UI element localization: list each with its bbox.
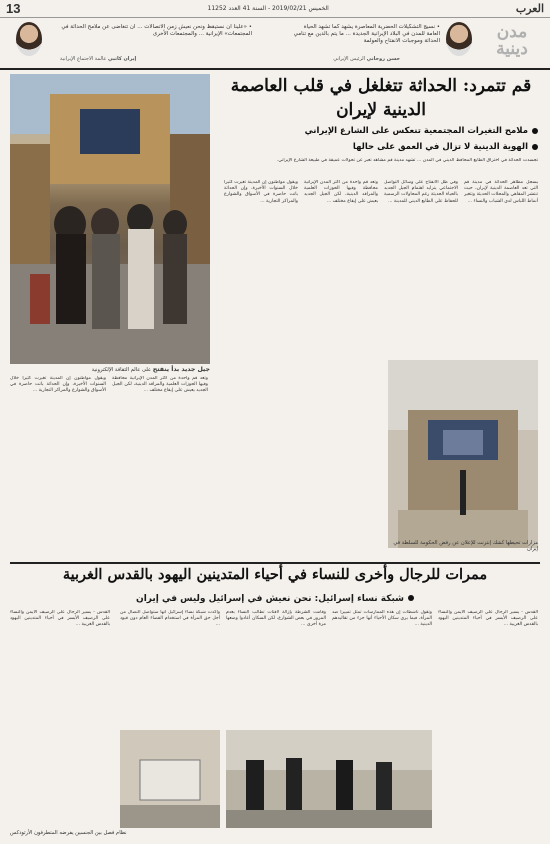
- article2-sub: شبكة نساء إسرائيل: نحن نعيش في إسرائيل وليس في إيران: [10, 594, 540, 604]
- quote-block-right: • نسيج التشكيلات الحضرية المعاصرة يشهد كما تشهد الحياة العامة للمدن في البلاد الإيرانية الجديدة ... ما يتم بالدين مع تنامي الحداثة وموجبات الانفتاح والعولمة: [293, 24, 440, 44]
- article1-left-column-b: وتعد قم واحدة من أكثر المدن الإيرانية محافظة وفيها الحوزات العلمية والمراقد الدينية، لكن الجيل الجديد يعيش على إيقاع مختلف ...: [112, 376, 208, 394]
- photo-jerusalem-street: [226, 730, 432, 828]
- article2-column-2: وتقول ناشطات إن هذه الممارسات تمثل تمييزا ضد المرأة، فيما يرى سكان الأحياء أنها جزء من تقاليدهم الدينية ...: [332, 610, 432, 628]
- photo-shrine-illustration: [388, 360, 538, 548]
- byline-left-name: إيران كاتبي: [107, 56, 137, 62]
- photo-gender-sign-illustration: [120, 730, 220, 828]
- byline-left: [60, 56, 136, 62]
- article1-headline: قم تتمرد: الحداثة تتغلغل في قلب العاصمة الدينية لإيران: [230, 76, 532, 120]
- article2-column-4: وأكدت شبكة نساء إسرائيل أنها ستواصل النضال من أجل حق المرأة في استخدام الفضاء العام دون قيود ...: [120, 610, 220, 628]
- photo-qom-street: [10, 74, 210, 364]
- article1-column-2: وفي ظل الانفتاح على وسائل التواصل الاجتماعي يتزايد اهتمام الجيل الجديد بالحياة الحديثة رغم المحاولات الرسمية للحفاظ على الطابع الديني للمدينة ...: [384, 180, 458, 204]
- byline-right-role: الرئيس الإيراني: [333, 56, 366, 62]
- article1-column-4: ويقول مواطنون إن المدينة تغيرت كثيرا خلال السنوات الأخيرة، وإن الحداثة باتت حاضرة في الأسواق والشوارع والمراكز التجارية ...: [224, 180, 298, 204]
- photo-qom-street-illustration: [10, 74, 210, 364]
- article2-column-3: وقامت الشرطة بإزالة لافتات تطالب النساء بعدم المرور في بعض الشوارع، لكن السكان أعادوا وضعها مرة أخرى ...: [226, 610, 326, 628]
- issue-info: الخميس 2019/02/21 - السنة 41 العدد 11252: [207, 5, 329, 12]
- photo-shrine: [388, 360, 538, 548]
- section-header: [0, 18, 550, 70]
- section-title: مدن دينية: [496, 22, 528, 59]
- byline-right-name: حسن روحاني: [366, 56, 400, 62]
- article1-column-3: وتعد قم واحدة من أكثر المدن الإيرانية محافظة وفيها الحوزات العلمية والمراقد الدينية، لكن الجيل الجديد يعيش على إيقاع مختلف ...: [304, 180, 378, 204]
- article1-sub1: ملامح التغيرات المجتمعية تنعكس على الشارع الإيراني: [220, 126, 538, 136]
- photo-main-caption-text: على عالم الثقافة الإلكترونية: [91, 367, 152, 373]
- byline-right: [333, 56, 400, 62]
- photo-main-caption: [12, 366, 210, 373]
- photo-main-caption-bold: جيل جديد بدأ ينفتح: [152, 366, 210, 373]
- article2-photo-caption: نظام فصل بين الجنسين يفرضه المتطرفون الأرثوذكس: [10, 830, 127, 836]
- article1-sub2: الهوية الدينية لا تزال في العمق على حالها: [220, 142, 538, 152]
- article1-left-column-a: ويقول مواطنون إن المدينة تغيرت كثيرا خلال السنوات الأخيرة، وإن الحداثة باتت حاضرة في الأسواق والشوارع والمراكز التجارية ...: [10, 376, 106, 394]
- quote-block-left: • «علينا أن نستيقظ ونحن نعيش زمن الاتصالات ... أن تتغاضى عن ملامح الحداثة في المجتمعات» الإيرانية ... والمجتمعات الأخرى: [61, 24, 252, 37]
- article2-column-1: القدس - يسير الرجال على الرصيف الأيمن والنساء على الرصيف الأيسر في أحياء المتدينين اليهود بالقدس الغربية ...: [438, 610, 538, 628]
- photo-gender-sign: [120, 730, 220, 828]
- article1-intro: تجسدت الحداثة في اختراق الطابع المحافظ الديني في المدن ... تشهد مدينة قم مشاهد تعبر عن تحولات عميقة في طبيعة الشارع الإيراني.: [276, 158, 538, 163]
- portrait-rouhani: [446, 22, 472, 56]
- article1-column-1: يسجل مظاهر الحداثة في مدينة قم التي تعد العاصمة الدينية لإيران، حيث تنتشر المقاهي والمحلات الحديثة وتتغير أنماط اللباس لدى الشباب والنساء ...: [464, 180, 538, 204]
- article2-column-5: القدس - يسير الرجال على الرصيف الأيمن والنساء على الرصيف الأيسر في أحياء المتدينين اليهود بالقدس الغربية ...: [10, 610, 110, 628]
- portrait-katebi: [16, 22, 42, 56]
- article2-headline: ممرات للرجال وأخرى للنساء في أحياء المتدينين اليهود بالقدس الغربية: [62, 566, 488, 583]
- article-divider: [10, 562, 540, 564]
- photo-jerusalem-street-illustration: [226, 730, 432, 828]
- byline-left-role: عالمة الاجتماع الإيرانية: [60, 56, 107, 62]
- photo-shrine-caption: مزارات تحيطها كشك إنترنت للإعلان عن رفض الحكومة للسلطة في إيران: [393, 540, 538, 552]
- page-number: 13: [6, 1, 21, 16]
- masthead-logo: العرب: [515, 2, 544, 15]
- top-bar: [0, 0, 550, 18]
